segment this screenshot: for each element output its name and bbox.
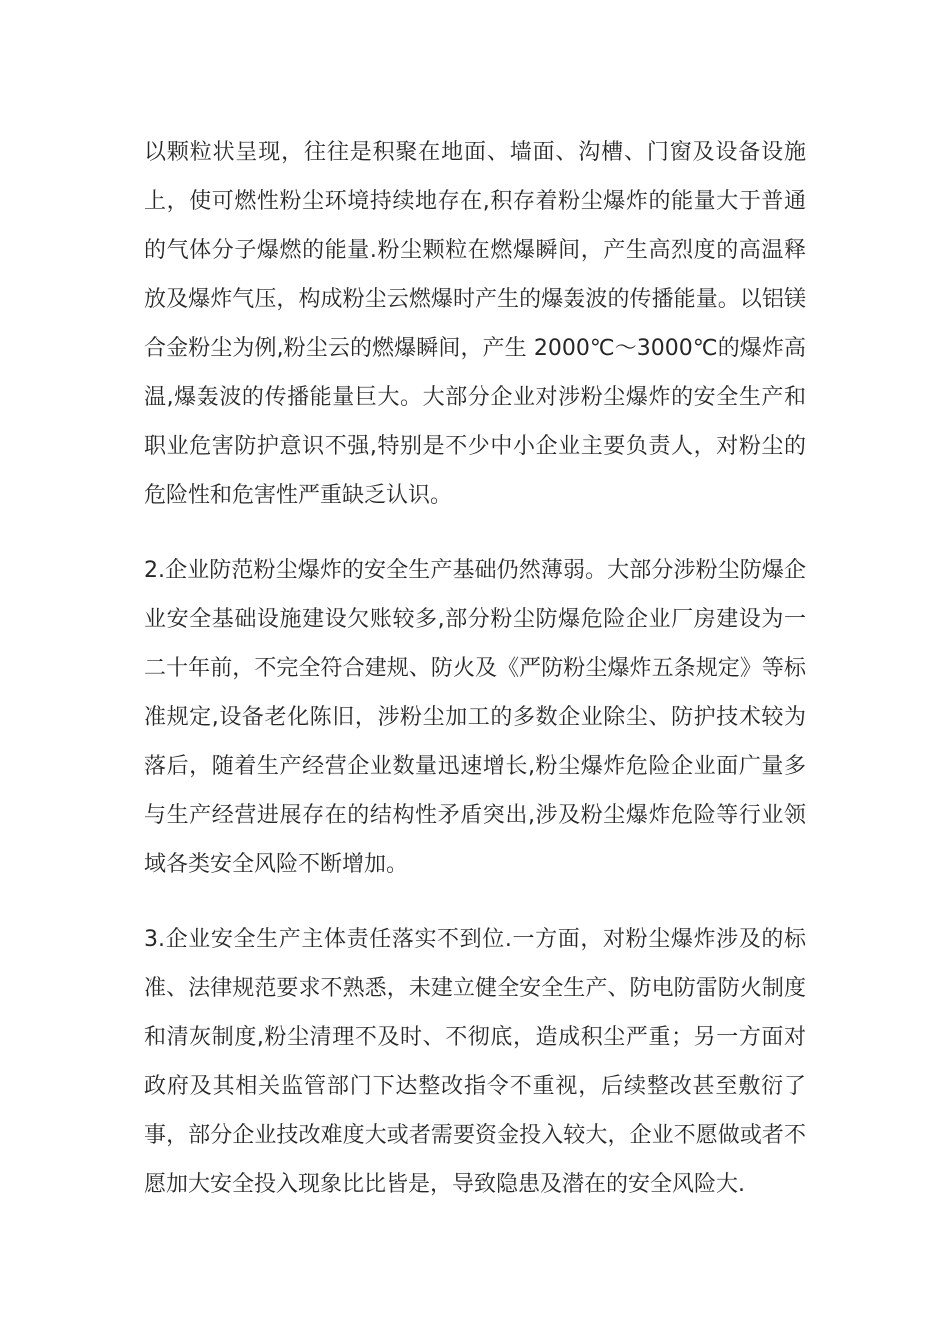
paragraph-2: 2.企业防范粉尘爆炸的安全生产基础仍然薄弱。大部分涉粉尘防爆企业安全基础设施建设欠账较多,部分粉尘防爆危险企业厂房建设为一二十年前，不完全符合建规、防火及《严防粉尘爆炸五条规定》等标准规定,设备老化陈旧，涉粉尘加工的多数企业除尘、防护技术较为落后，随着生产经营企业数量迅速增长,粉尘爆炸危险企业面广量多与生产经营进展存在的结构性矛盾突出,涉及粉尘爆炸危险等行业领域各类安全风险不断增加。 xyxy=(144,558,806,877)
document-body xyxy=(144,128,806,1209)
paragraph-3: 3.企业安全生产主体责任落实不到位.一方面，对粉尘爆炸涉及的标准、法律规范要求不熟悉，未建立健全安全生产、防电防雷防火制度和清灰制度,粉尘清理不及时、不彻底，造成积尘严重；另一方面对政府及其相关监管部门下达整改指令不重视，后续整改甚至敷衍了事，部分企业技改难度大或者需要资金投入较大，企业不愿做或者不愿加大安全投入现象比比皆是，导致隐患及潜在的安全风险大. xyxy=(144,927,806,1197)
paragraph-1: 以颗粒状呈现，往往是积聚在地面、墙面、沟槽、门窗及设备设施上，使可燃性粉尘环境持续地存在,积存着粉尘爆炸的能量大于普通的气体分子爆燃的能量.粉尘颗粒在燃爆瞬间，产生高烈度的高温释放及爆炸气压，构成粉尘云燃爆时产生的爆轰波的传播能量。以铝镁合金粉尘为例,粉尘云的燃爆瞬间，产生 2000℃～3000℃的爆炸高温,爆轰波的传播能量巨大。大部分企业对涉粉尘爆炸的安全生产和职业危害防护意识不强,特别是不少中小企业主要负责人，对粉尘的危险性和危害性严重缺乏认识。 xyxy=(144,140,806,508)
